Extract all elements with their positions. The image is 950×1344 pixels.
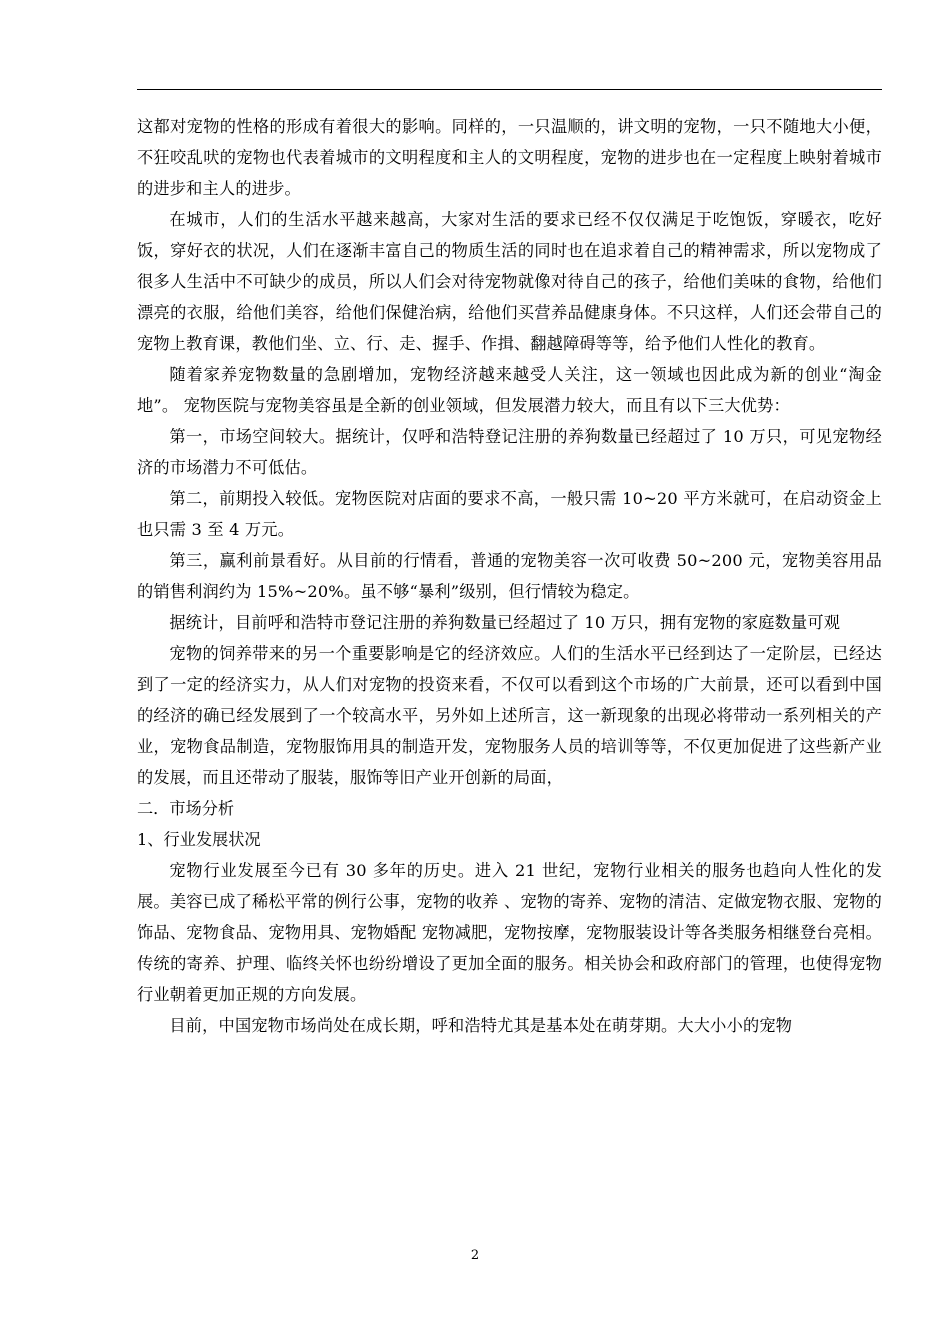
page-body — [137, 111, 882, 1041]
section-heading: 二．市场分析 — [137, 799, 235, 818]
paragraph-9: 宠物行业发展至今已有 30 多年的历史。进入 21 世纪，宠物行业相关的服务也趋向人性化的发展。美容已成了稀松平常的例行公事，宠物的收养 、宠物的寄养、宠物的清洁、定做宠物衣服、宠物的饰品、宠物食品、宠物用具、宠物婚配 宠物减肥，宠物按摩，宠物服装设计等各类服务相继登台亮相。传统的寄养、护理、临终关怀也纷纷增设了更加全面的服务。相关协会和政府部门的管理，也使得宠物行业朝着更加正规的方向发展。 — [137, 861, 882, 1004]
paragraph-1: 这都对宠物的性格的形成有着很大的影响。同样的，一只温顺的，讲文明的宠物，一只不随地大小便，不狂咬乱吠的宠物也代表着城市的文明程度和主人的文明程度，宠物的进步也在一定程度上映射着城市的进步和主人的进步。 — [137, 117, 882, 198]
paragraph-6: 第三，赢利前景看好。从目前的行情看，普通的宠物美容一次可收费 50~200 元，宠物美容用品的销售利润约为 15%~20%。虽不够“暴利”级别，但行情较为稳定。 — [137, 551, 882, 601]
header-rule — [137, 89, 882, 90]
subsection-heading: 1、行业发展状况 — [137, 830, 261, 849]
paragraph-7: 据统计，目前呼和浩特市登记注册的养狗数量已经超过了 10 万只，拥有宠物的家庭数量可观 — [169, 613, 841, 632]
paragraph-3: 随着家养宠物数量的急剧增加，宠物经济越来越受人关注，这一领域也因此成为新的创业“淘金地”。 宠物医院与宠物美容虽是全新的创业领域，但发展潜力较大，而且有以下三大优势： — [137, 365, 882, 415]
paragraph-8: 宠物的饲养带来的另一个重要影响是它的经济效应。人们的生活水平已经到达了一定阶层，已经达到了一定的经济实力，从人们对宠物的投资来看，不仅可以看到这个市场的广大前景，还可以看到中国的经济的确已经发展到了一个较高水平，另外如上述所言，这一新现象的出现必将带动一系列相关的产业，宠物食品制造，宠物服饰用具的制造开发，宠物服务人员的培训等等，不仅更加促进了这些新产业的发展，而且还带动了服装，服饰等旧产业开创新的局面， — [137, 644, 882, 787]
paragraph-2: 在城市，人们的生活水平越来越高，大家对生活的要求已经不仅仅满足于吃饱饭，穿暖衣，吃好饭，穿好衣的状况，人们在逐渐丰富自己的物质生活的同时也在追求着自己的精神需求，所以宠物成了很多人生活中不可缺少的成员，所以人们会对待宠物就像对待自己的孩子，给他们美味的食物，给他们漂亮的衣服，给他们美容，给他们保健治病，给他们买营养品健康身体。不只这样，人们还会带自己的宠物上教育课，教他们坐、立、行、走、握手、作揖、翻越障碍等等，给予他们人性化的教育。 — [137, 210, 882, 353]
page-number: 2 — [470, 1248, 480, 1263]
paragraph-10: 目前，中国宠物市场尚处在成长期，呼和浩特尤其是基本处在萌芽期。大大小小的宠物 — [169, 1016, 793, 1035]
paragraph-4: 第一，市场空间较大。据统计，仅呼和浩特登记注册的养狗数量已经超过了 10 万只，可见宠物经济的市场潜力不可低估。 — [137, 427, 882, 477]
paragraph-5: 第二，前期投入较低。宠物医院对店面的要求不高，一般只需 10~20 平方米就可，在启动资金上也只需 3 至 4 万元。 — [137, 489, 882, 539]
